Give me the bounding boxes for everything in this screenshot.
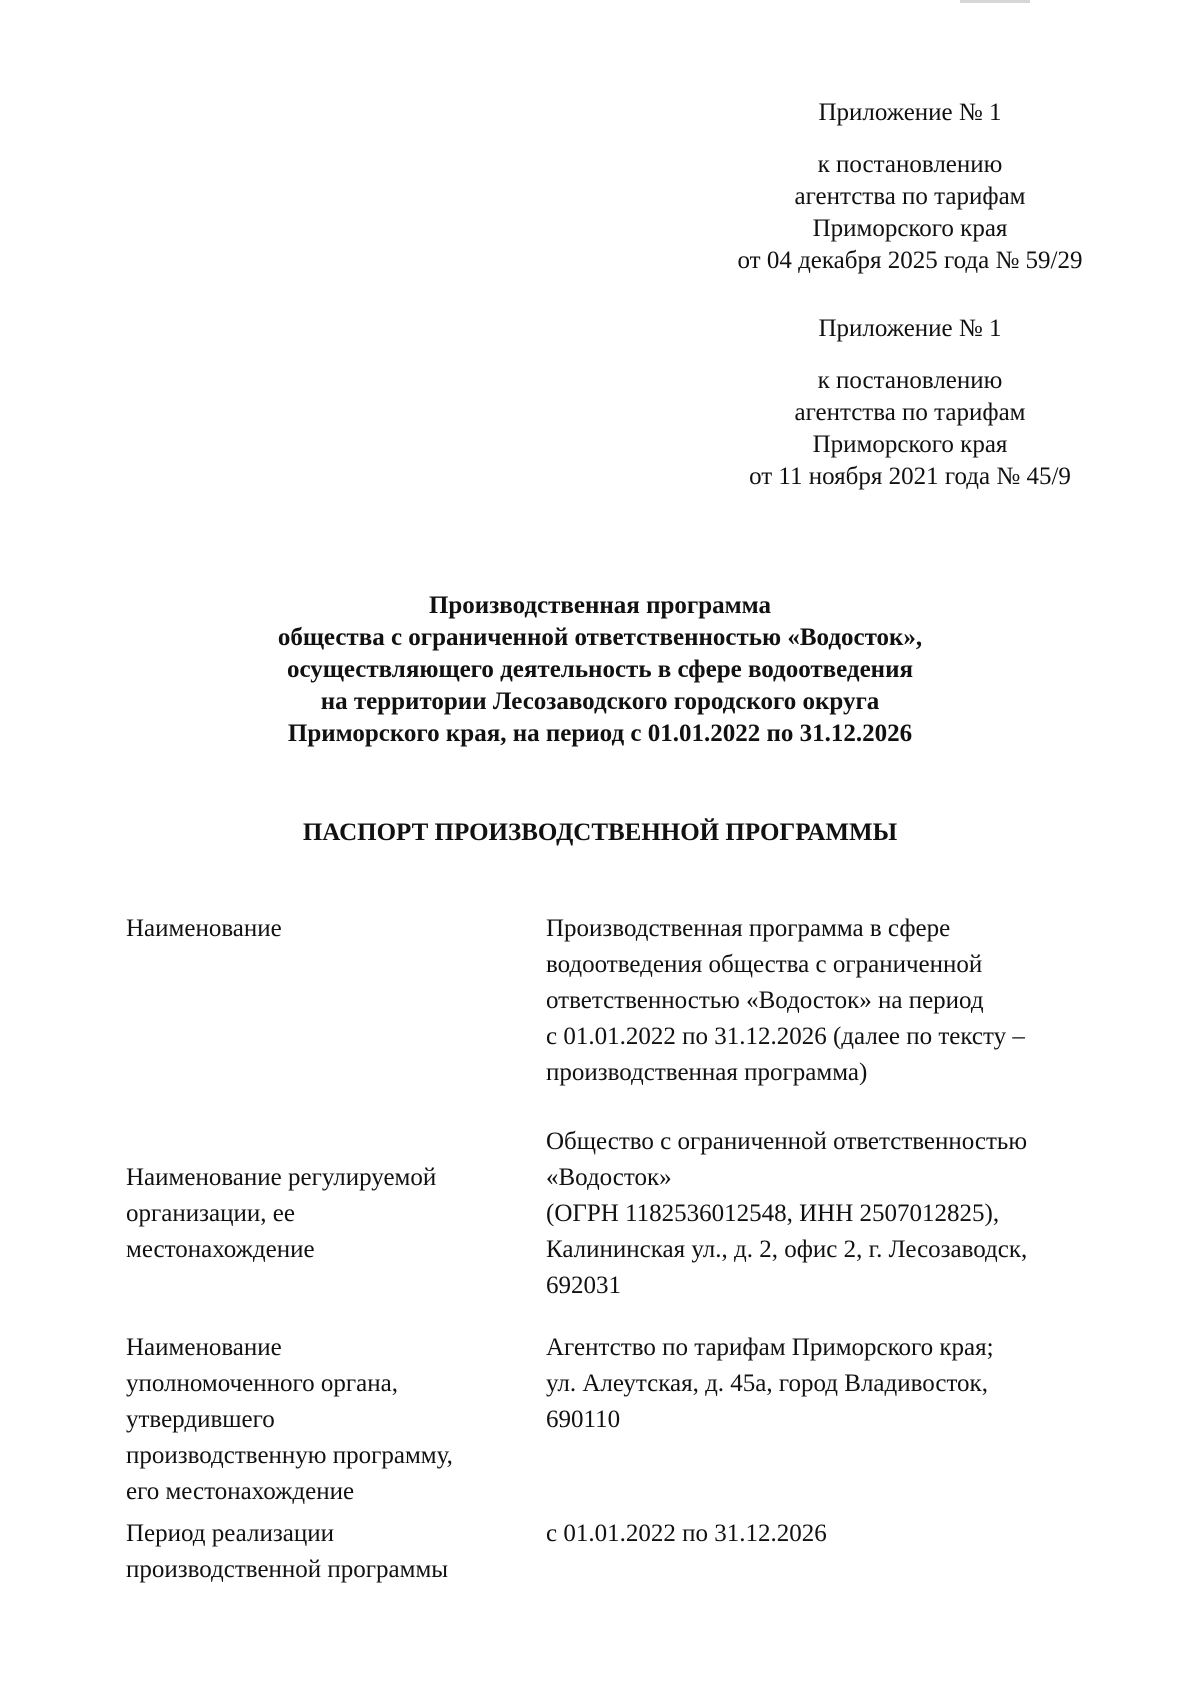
value-line: производственная программа) [546, 1059, 868, 1086]
appendix-line: Приморского края [812, 431, 1008, 458]
passport-value [546, 1124, 1106, 1304]
appendix-line: к постановлению [817, 151, 1003, 178]
appendix-line: агентства по тарифам [794, 183, 1026, 210]
passport-value [546, 911, 1106, 1091]
value-line: (ОГРН 1182536012548, ИНН 2507012825), [546, 1200, 1000, 1227]
title-line: на территории Лесозаводского городского округа [320, 688, 880, 715]
label-line: Наименование [126, 1334, 282, 1361]
value-line: Общество с ограниченной ответственностью [546, 1128, 1027, 1155]
appendix-date-line: от 11 ноября 2021 года № 45/9 [749, 463, 1071, 490]
appendix-original [680, 313, 1140, 493]
document-title [100, 590, 1100, 750]
appendix-number: Приложение № 1 [818, 315, 1002, 342]
label-line: производственной программы [126, 1556, 449, 1583]
label-line: Период реализации [126, 1520, 334, 1547]
value-line: Агентство по тарифам Приморского края; [546, 1334, 994, 1361]
scan-artifact [960, 0, 1030, 3]
passport-label [126, 1160, 516, 1268]
passport-value [546, 1330, 1106, 1438]
appendix-number: Приложение № 1 [818, 99, 1002, 126]
appendix-current [680, 97, 1140, 277]
value-line: Калининская ул., д. 2, офис 2, г. Лесозаводск, [546, 1236, 1028, 1263]
appendix-date-line: от 04 декабря 2025 года № 59/29 [737, 247, 1083, 274]
title-line: Производственная программа [428, 592, 772, 619]
passport-label [126, 1330, 516, 1510]
value-line: водоотведения общества с ограниченной [546, 951, 983, 978]
value-line: «Водосток» [546, 1164, 672, 1191]
value-line: с 01.01.2022 по 31.12.2026 [546, 1520, 827, 1547]
value-line: 692031 [546, 1272, 621, 1299]
value-line: Производственная программа в сфере [546, 915, 951, 942]
title-line: общества с ограниченной ответственностью «Водосток», [277, 624, 923, 651]
title-line: осуществляющего деятельность в сфере водоотведения [286, 656, 913, 683]
label-line: Наименование регулируемой [126, 1164, 437, 1191]
value-line: с 01.01.2022 по 31.12.2026 (далее по тексту – [546, 1023, 1025, 1050]
value-line: ул. Алеутская, д. 45а, город Владивосток, [546, 1370, 988, 1397]
passport-label [126, 911, 516, 947]
appendix-line: Приморского края [812, 215, 1008, 242]
value-line: ответственностью «Водосток» на период [546, 987, 984, 1014]
appendix-line: агентства по тарифам [794, 399, 1026, 426]
label-line: его местонахождение [126, 1478, 355, 1505]
label-line: уполномоченного органа, [126, 1370, 398, 1397]
label-line: утвердившего [126, 1406, 275, 1433]
label-line: Наименование [126, 915, 282, 942]
passport-heading: ПАСПОРТ ПРОИЗВОДСТВЕННОЙ ПРОГРАММЫ [302, 819, 898, 846]
passport-label [126, 1516, 516, 1588]
passport-value [546, 1516, 1106, 1552]
label-line: производственную программу, [126, 1442, 453, 1469]
appendix-line: к постановлению [817, 367, 1003, 394]
value-line: 690110 [546, 1406, 621, 1433]
label-line: местонахождение [126, 1236, 315, 1263]
label-line: организации, ее [126, 1200, 295, 1227]
title-line: Приморского края, на период с 01.01.2022 по 31.12.2026 [287, 720, 913, 747]
